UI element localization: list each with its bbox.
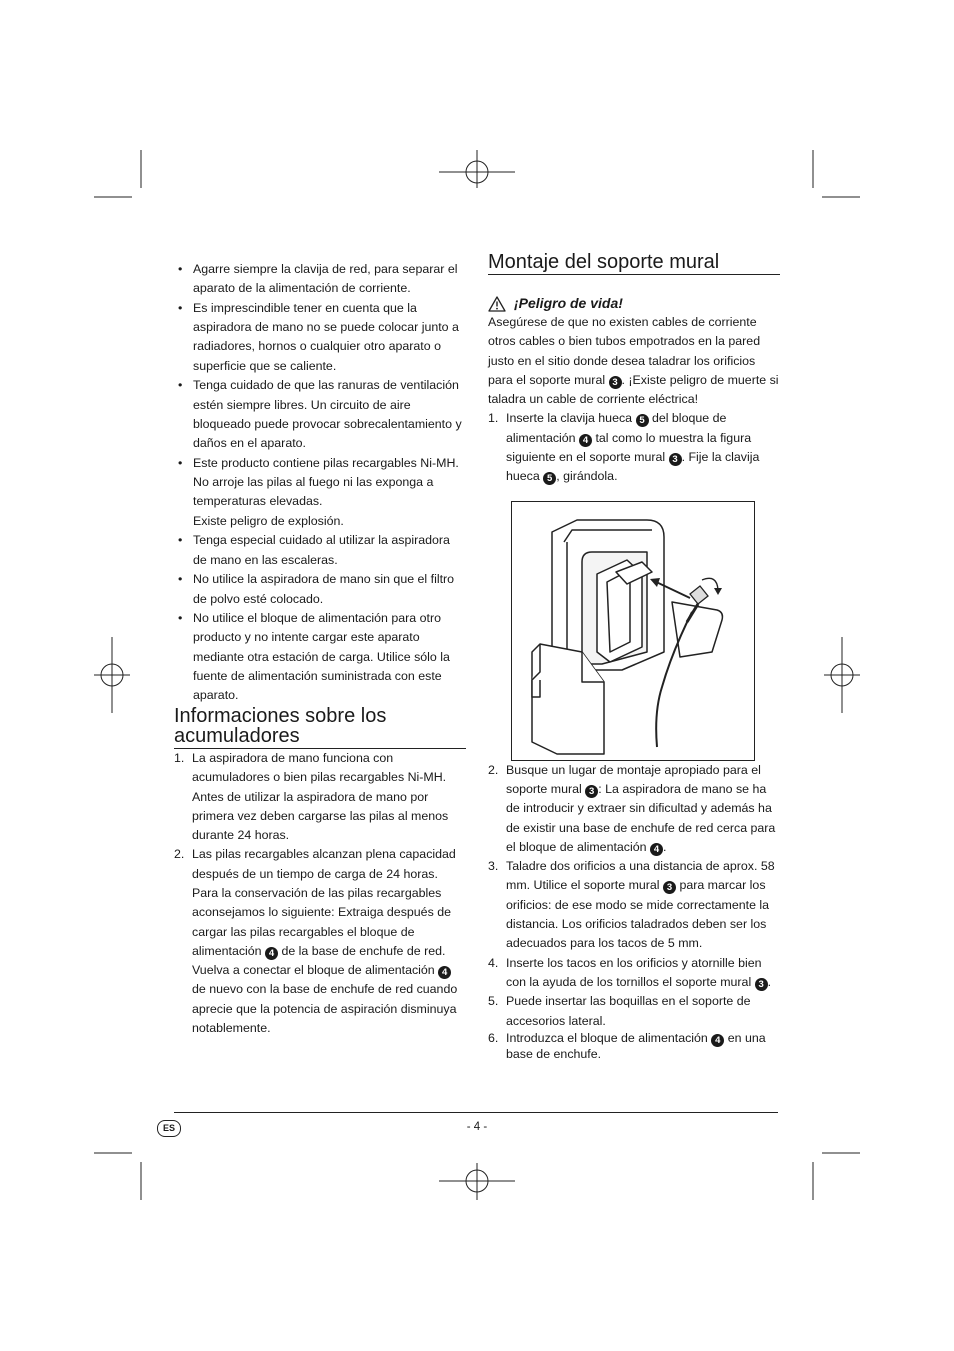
- ref-badge-4: 4: [265, 947, 278, 960]
- wall-mount-illustration: [511, 501, 755, 761]
- step-text: Puede insertar las boquillas en el soporte de accesorios lateral.: [506, 994, 751, 1028]
- warning-title: ¡Peligro de vida!: [514, 295, 623, 311]
- step-text: para marcar los orificios: de ese modo se mide correctamente la distancia. Los orificios taladrados deben ser los adecuados para los tacos de 5 mm.: [506, 878, 770, 951]
- list-item-text: Este producto contiene pilas recargables Ni-MH. No arroje las pilas al fuego ni las exponga a temperaturas elevadas.: [193, 455, 459, 509]
- step-text: , girándola.: [556, 469, 618, 484]
- step-number: 1.: [174, 750, 185, 765]
- step-text: Busque un lugar de montaje apropiado para el soporte mural: [506, 762, 761, 796]
- list-item: [488, 857, 780, 953]
- ref-badge-4: 4: [711, 1034, 724, 1047]
- step-text: de nuevo con la base de enchufe de red cuando aprecie que la potencia de aspiración disminuya notablemente.: [192, 982, 458, 1036]
- list-item: • Agarre siempre la clavija de red, para separar el aparato de la alimentación de corriente.: [174, 260, 466, 299]
- step-text: .: [767, 974, 772, 989]
- list-item: [174, 845, 466, 1038]
- ref-badge-3: 3: [669, 453, 682, 466]
- list-item: • Es imprescindible tener en cuenta que la aspiradora de mano no se puede colocar junto a radiadores, hornos o cualquier otro aparato o superficie que se caliente.: [174, 299, 466, 376]
- language-badge: ES: [157, 1120, 181, 1137]
- list-item: • Tenga especial cuidado al utilizar la aspiradora de mano en las escaleras.: [174, 531, 466, 570]
- warning-icon: [488, 296, 506, 312]
- list-item: [488, 1031, 780, 1061]
- list-item: • No utilice la aspiradora de mano sin que el filtro de polvo esté colocado.: [174, 570, 466, 609]
- wall-mount-drawing: [512, 502, 754, 760]
- safety-list: [174, 260, 466, 706]
- list-item: [174, 749, 466, 845]
- step-number: 6.: [488, 1030, 499, 1045]
- step-text: tal como lo muestra la figura siguiente en el soporte mural: [506, 430, 752, 465]
- list-item-extra: Existe peligro de explosión.: [193, 513, 344, 528]
- list-item: [174, 454, 466, 531]
- step-number: 2.: [174, 847, 185, 862]
- step-number: 5.: [488, 994, 499, 1009]
- step-text: .: [662, 839, 667, 854]
- warning-heading: [488, 294, 780, 313]
- step-text: Antes de utilizar la aspiradora de mano por primera vez deben cargarse las pilas al menos durante 24 horas.: [192, 789, 449, 843]
- left-column: [174, 260, 466, 1038]
- warning-text-part: Asegúrese de que no existen cables de corriente otros cables o bien tubos empotrados en la pared justo en el sitio donde desea taladrar los orificios para el soporte mural: [488, 315, 761, 387]
- step-text: Introduzca el bloque de alimentación: [506, 1030, 712, 1045]
- section-title-accumulators: Informaciones sobre los acumuladores: [174, 706, 466, 749]
- warning-text-part: . ¡Existe peligro de muerte si taladra un cable de corriente eléctrica!: [488, 372, 779, 407]
- step-number: 3.: [488, 859, 499, 874]
- step-text: Inserte los tacos en los orificios y atornille bien con la ayuda de los tornillos el soporte mural: [506, 955, 762, 989]
- step-text: en una base de enchufe.: [506, 1030, 766, 1061]
- ref-badge-4: 4: [438, 966, 451, 979]
- ref-badge-5: 5: [543, 472, 556, 485]
- list-item: [488, 409, 780, 486]
- section-title-wall-mount: Montaje del soporte mural: [488, 252, 780, 275]
- ref-badge-3: 3: [585, 785, 598, 798]
- right-column: [488, 252, 780, 1061]
- step-text: . Fije la clavija hueca: [506, 450, 760, 484]
- accumulator-steps: [174, 749, 466, 1038]
- page-number: - 4 -: [466, 1121, 488, 1133]
- list-item: [488, 992, 780, 1031]
- step-text: del bloque de alimentación: [506, 411, 727, 445]
- list-item: [488, 954, 780, 993]
- ref-badge-3: 3: [663, 881, 676, 894]
- step-text: Las pilas recargables alcanzan plena capacidad después de un tiempo de carga de 24 horas. Para la conservación de las pilas recargables aconsejamos lo siguiente: Extraiga después de cargar las pilas recargables el bloque de alimentación: [192, 847, 456, 958]
- step-text: : La aspiradora de mano se ha de introducir y extraer sin dificultad y además ha de existir una base de enchufe de red cerca para el bloque de alimentación: [506, 781, 776, 854]
- warning-text: [488, 313, 780, 409]
- footer-divider: [174, 1112, 778, 1113]
- step-text: de la base de enchufe de red. Vuelva a conectar el bloque de alimentación: [192, 943, 446, 978]
- step-number: 2.: [488, 762, 499, 777]
- list-item: • Tenga cuidado de que las ranuras de ventilación estén siempre libres. Un circuito de aire bloqueado puede provocar sobrecalentamiento y daños en el aparato.: [174, 376, 466, 453]
- mount-steps-a: [488, 409, 780, 486]
- ref-badge-4: 4: [650, 843, 663, 856]
- step-text: La aspiradora de mano funciona con acumuladores o bien pilas recargables Ni-MH.: [192, 750, 447, 785]
- mount-steps-b: [488, 761, 780, 1061]
- step-number: 4.: [488, 955, 499, 970]
- step-text: Inserte la clavija hueca: [506, 411, 636, 426]
- list-item: [488, 761, 780, 857]
- ref-badge-3: 3: [755, 978, 768, 991]
- step-number: 1.: [488, 411, 499, 426]
- list-item: • No utilice el bloque de alimentación para otro producto y no intente cargar este aparato mediante otra estación de carga. Utilice sólo la fuente de alimentación suministrada con este aparato.: [174, 609, 466, 705]
- ref-badge-3: 3: [609, 376, 622, 389]
- ref-badge-5: 5: [636, 414, 649, 427]
- ref-badge-4: 4: [579, 434, 592, 447]
- step-text: Taladre dos orificios a una distancia de aprox. 58 mm. Utilice el soporte mural: [506, 859, 775, 893]
